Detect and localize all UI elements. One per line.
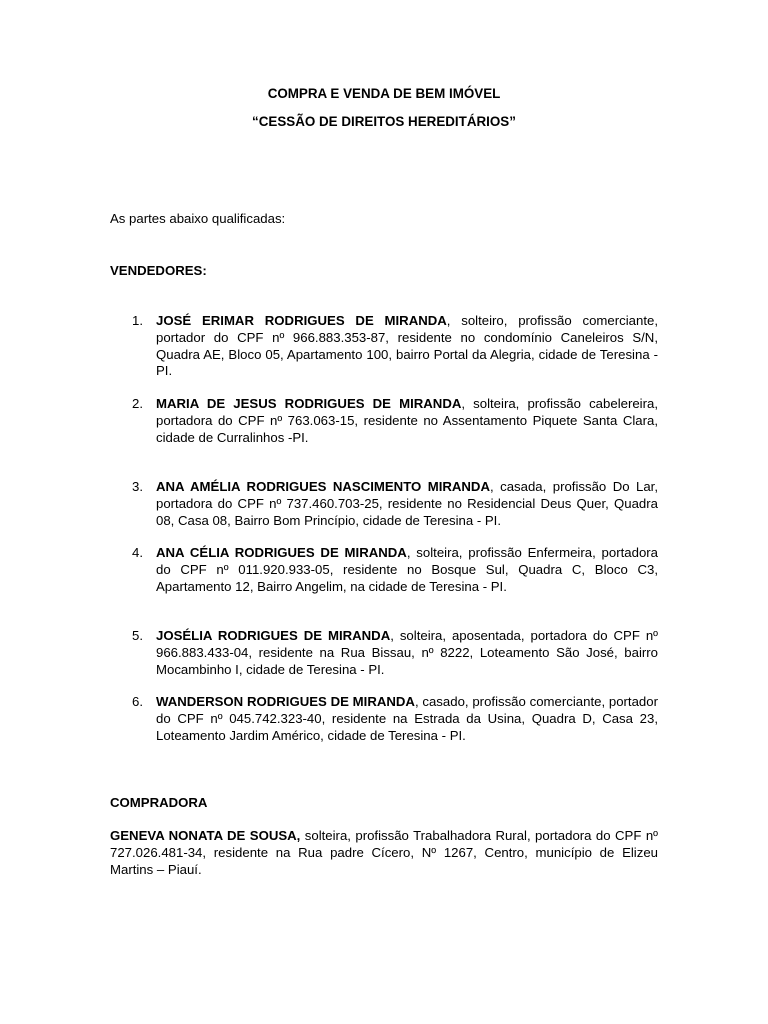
buyer-name: GENEVA NONATA DE SOUSA, [110, 828, 301, 843]
seller-details: , solteiro, profissão comerciante, portador do CPF nº 966.883.353-87, residente no condomínio Caneleiros S/N, Quadra AE, Bloco 05, Apartamento 100, bairro Portal da Alegria, cidade de Teresina - PI. [156, 313, 658, 379]
seller-name: JOSÉ ERIMAR RODRIGUES DE MIRANDA [156, 313, 447, 328]
seller-name: WANDERSON RODRIGUES DE MIRANDA [156, 694, 415, 709]
seller-item [110, 313, 658, 380]
buyer-details: solteira, profissão Trabalhadora Rural, portadora do CPF nº 727.026.481-34, residente na Rua padre Cícero, Nº 1267, Centro, município de Elizeu Martins – Piauí. [110, 828, 658, 877]
intro-text: As partes abaixo qualificadas: [110, 211, 286, 226]
seller-item [110, 479, 658, 529]
seller-name: ANA CÉLIA RODRIGUES DE MIRANDA [156, 545, 407, 560]
seller-details: , casada, profissão Do Lar, portadora do CPF nº 737.460.703-25, residente no Residencial Deus Quer, Quadra 08, Casa 08, Bairro Bom Princípio, cidade de Teresina - PI. [156, 479, 658, 528]
seller-details: , solteira, profissão Enfermeira, portadora do CPF nº 011.920.933-05, residente no Bosque Sul, Quadra C, Bloco C3, Apartamento 12, Bairro Angelim, na cidade de Teresina - PI. [156, 545, 658, 594]
buyer-heading: COMPRADORA [110, 795, 208, 810]
seller-details: , solteira, profissão cabelereira, portadora do CPF nº 763.063-15, residente no Assentamento Piquete Santa Clara, cidade de Curralinhos -PI. [156, 396, 658, 445]
seller-number: 1. [132, 313, 143, 328]
seller-name: JOSÉLIA RODRIGUES DE MIRANDA [156, 628, 391, 643]
seller-item [110, 545, 658, 595]
seller-number: 4. [132, 545, 143, 560]
seller-number: 3. [132, 479, 143, 494]
document-subtitle: “CESSÃO DE DIREITOS HEREDITÁRIOS” [252, 114, 516, 129]
seller-name: ANA AMÉLIA RODRIGUES NASCIMENTO MIRANDA [156, 479, 490, 494]
seller-item [110, 396, 658, 446]
seller-details: , solteira, aposentada, portadora do CPF nº 966.883.433-04, residente na Rua Bissau, nº 8222, Loteamento São José, bairro Mocambinho I, cidade de Teresina - PI. [156, 628, 658, 677]
seller-number: 2. [132, 396, 143, 411]
seller-details: , casado, profissão comerciante, portador do CPF nº 045.742.323-40, residente na Estrada da Usina, Quadra D, Casa 23, Loteamento Jardim Américo, cidade de Teresina - PI. [156, 694, 658, 743]
buyer-paragraph [110, 828, 658, 878]
seller-number: 5. [132, 628, 143, 643]
sellers-heading: VENDEDORES: [110, 263, 207, 278]
seller-item [110, 694, 658, 744]
seller-item [110, 628, 658, 678]
document-title: COMPRA E VENDA DE BEM IMÓVEL [267, 86, 501, 101]
seller-number: 6. [132, 694, 143, 709]
seller-name: MARIA DE JESUS RODRIGUES DE MIRANDA [156, 396, 462, 411]
